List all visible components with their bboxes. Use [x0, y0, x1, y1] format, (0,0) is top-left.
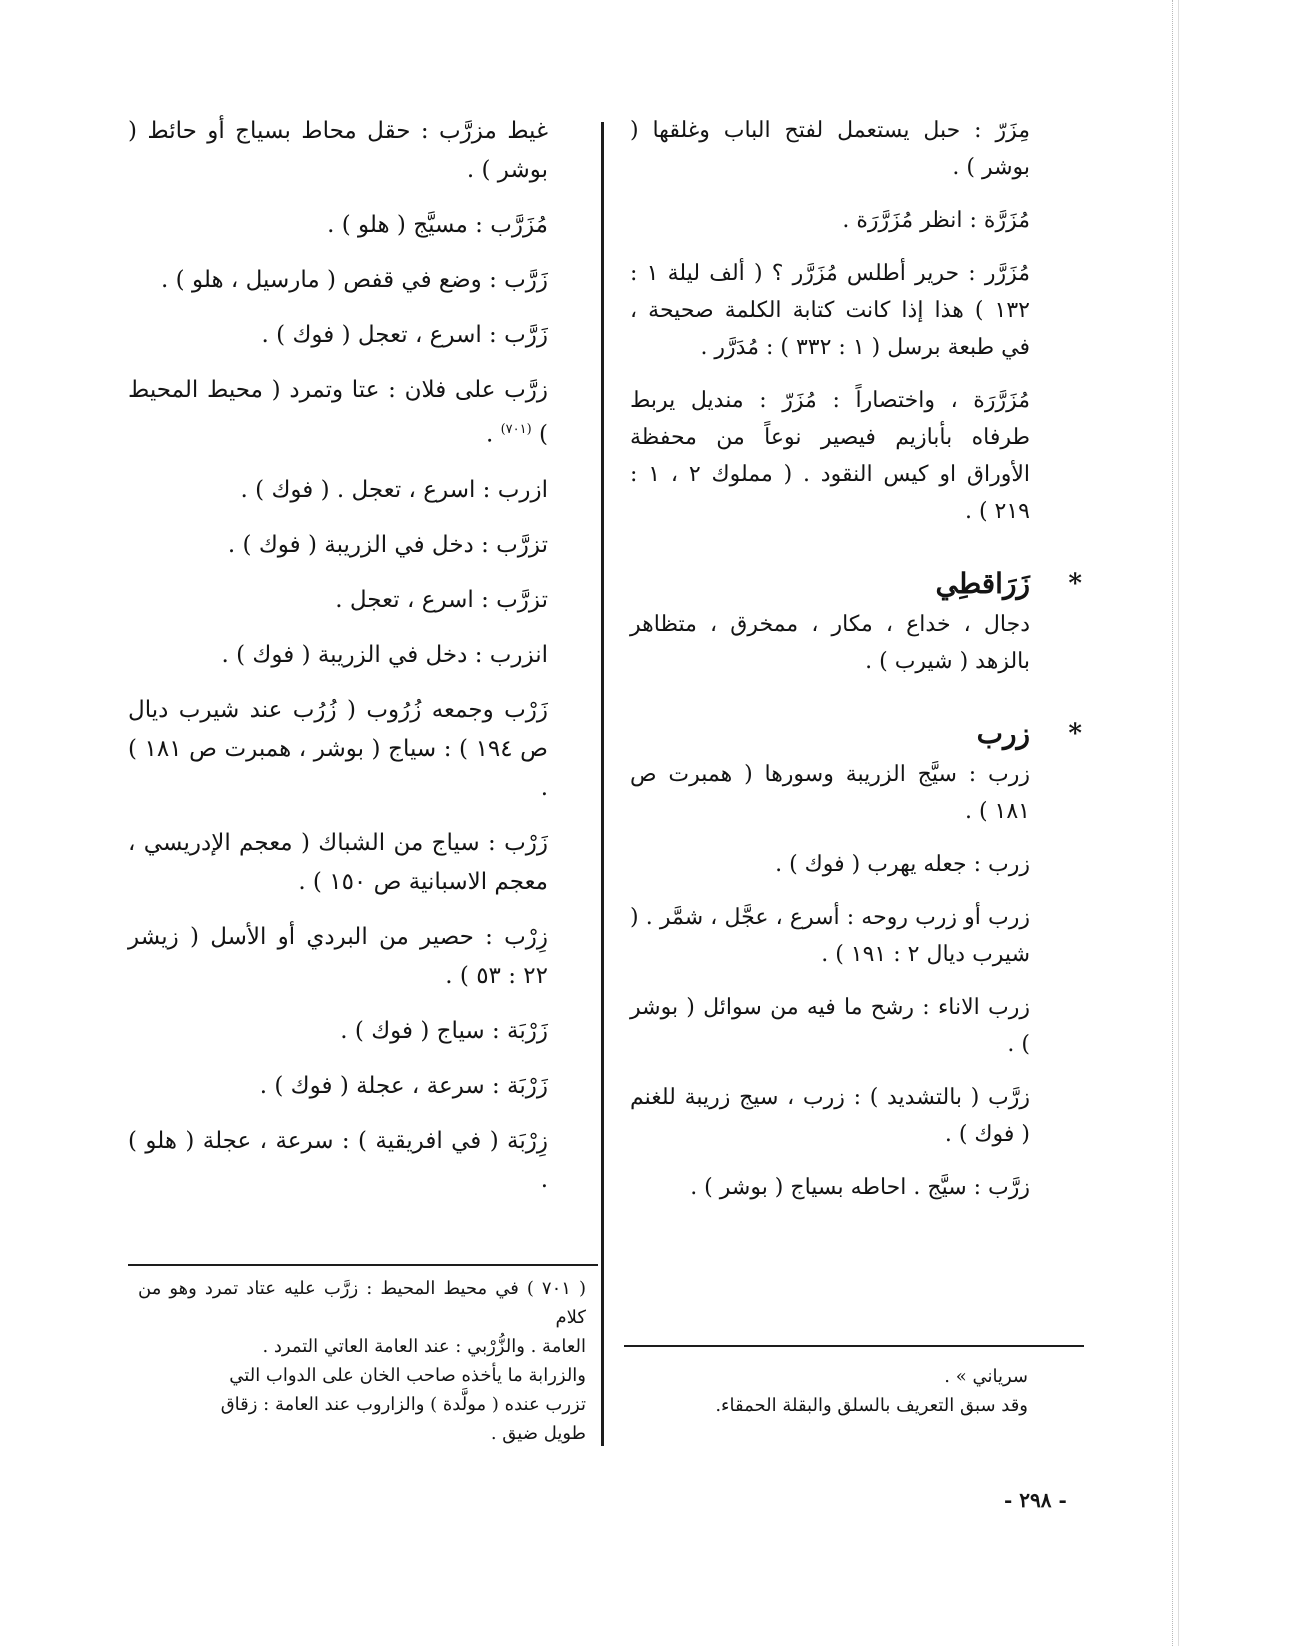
column-divider — [601, 122, 604, 1446]
dictionary-entry: زَرْب وجمعه زُرُوب ( زُرُب عند شيرب ديال ص ١٩٤ ) : سياج ( بوشر ، همبرت ص ١٨١ ) . — [128, 696, 548, 801]
footnote-right — [640, 1362, 1028, 1420]
footnote-rule-right — [624, 1345, 1084, 1347]
dictionary-entry: زَرَّب : اسرع ، تعجل ( فوك ) . — [261, 322, 548, 348]
dictionary-entry: زَرْبَة : سرعة ، عجلة ( فوك ) . — [259, 1072, 548, 1099]
dictionary-entry: مُزَرَّة : انظر مُزَرَّرَة . — [842, 208, 1030, 233]
dictionary-entry: زرب الاناء : رشح ما فيه من سوائل ( بوشر ) . — [630, 995, 1030, 1057]
dictionary-entry: تزرَّب : دخل في الزريبة ( فوك ) . — [227, 531, 548, 558]
footnote-line: والزرابة ما يأخذه صاحب الخان على الدواب التي — [229, 1365, 586, 1386]
asterisk-icon: * — [1068, 569, 1082, 599]
page-number: - ٢٩٨ - — [1004, 1488, 1067, 1512]
dictionary-entry: مِزَرّ : حبل يستعمل لفتح الباب وغلقها ( بوشر ) . — [630, 118, 1030, 180]
dictionary-entry: مُزَرَّرَة ، واختصاراً : مُزَرّ : منديل يربط طرفاه بأبازيم فيصير نوعاً من محفظة الأوراق او كيس النقود . ( مملوك ٢ ، ١ : ٢١٩ ) . — [630, 388, 1031, 524]
page-edge-line — [1178, 0, 1179, 1646]
asterisk-icon: * — [1068, 719, 1082, 749]
dictionary-entry: زَرْب : سياج من الشباك ( معجم الإدريسي ، معجم الاسبانية ص ١٥٠ ) . — [128, 829, 548, 895]
dictionary-entry: زَرْبَة : سياج ( فوك ) . — [340, 1017, 548, 1044]
dictionary-entry: زَرَّب : وضع في قفص ( مارسيل ، هلو ) . — [161, 267, 548, 293]
root-heading — [630, 562, 1082, 606]
dictionary-entry: زرب : جعله يهرب ( فوك ) . — [775, 852, 1030, 877]
dictionary-entry: دجال ، خداع ، مكار ، ممخرق ، متظاهر بالزهد ( شيرب ) . — [630, 612, 1030, 674]
footnote-line: وقد سبق التعريف بالسلق والبقلة الحمقاء. — [715, 1395, 1028, 1416]
footnote-left — [138, 1274, 586, 1448]
left-column — [128, 112, 548, 1216]
dictionary-entry: زرَّب ( بالتشديد ) : زرب ، سيج زريبة للغنم ( فوك ) . — [630, 1085, 1030, 1147]
root-heading-text: زَرَاقطِي — [935, 567, 1030, 600]
footnote-line: العامة . والزُّرْبي : عند العامة العاتي التمرد . — [262, 1336, 586, 1357]
footnote-rule-left — [128, 1264, 598, 1266]
right-column — [630, 112, 1082, 1222]
dictionary-entry: مُزَرَّر : حرير أطلس مُزَرَّر ؟ ( ألف ليلة ١ : ١٣٢ ) هذا إذا كانت كتابة الكلمة صحيحة ، في طبعة برسل ( ١ : ٣٣٢ ) : مُدَرَّر . — [630, 261, 1030, 360]
dictionary-entry: انزرب : دخل في الزريبة ( فوك ) . — [221, 641, 548, 668]
dictionary-entry: مُزَرَّب : مسيَّج ( هلو ) . — [327, 212, 548, 238]
footnote-line: سرياني » . — [944, 1366, 1028, 1387]
dictionary-entry — [128, 371, 548, 455]
footnote-line: تزرب عنده ( مولَّدة ) والزاروب عند العامة : زقاق — [220, 1394, 586, 1415]
dictionary-entry: زرب أو زرب روحه : أسرع ، عجَّل ، شمَّر . ( شيرب ديال ٢ : ١٩١ ) . — [630, 905, 1030, 967]
footnote-marker: (٧٠١) — [500, 422, 532, 437]
dictionary-entry: زِرْبَة ( في افريقية ) : سرعة ، عجلة ( هلو ) . — [128, 1127, 548, 1193]
dictionary-entry: زِرْب : حصير من البردي أو الأسل ( زيشر ٢٢ : ٥٣ ) . — [128, 923, 548, 989]
dictionary-entry: زرب : سيَّج الزريبة وسورها ( همبرت ص ١٨١ ) . — [630, 762, 1030, 824]
entry-tail: . — [485, 421, 501, 448]
dictionary-entry: ازرب : اسرع ، تعجل . ( فوك ) . — [240, 476, 548, 503]
footnote-line: ( ٧٠١ ) في محيط المحيط : زرَّب عليه عتاد تمرد وهو من كلام — [138, 1278, 586, 1328]
page-edge-dotted — [1172, 0, 1173, 1646]
root-heading — [630, 712, 1082, 756]
root-heading-text: زرب — [976, 717, 1030, 750]
dictionary-entry: تزرَّب : اسرع ، تعجل . — [335, 586, 548, 613]
footnote-line: طويل ضيق . — [490, 1423, 586, 1444]
dictionary-entry: غيط مزرَّب : حقل محاط بسياج أو حائط ( بوشر ) . — [128, 118, 548, 183]
dictionary-entry: زرَّب : سيَّج . احاطه بسياج ( بوشر ) . — [690, 1175, 1030, 1200]
entry-text: زرَّب على فلان : عتا وتمرد ( محيط المحيط ) — [128, 377, 548, 448]
